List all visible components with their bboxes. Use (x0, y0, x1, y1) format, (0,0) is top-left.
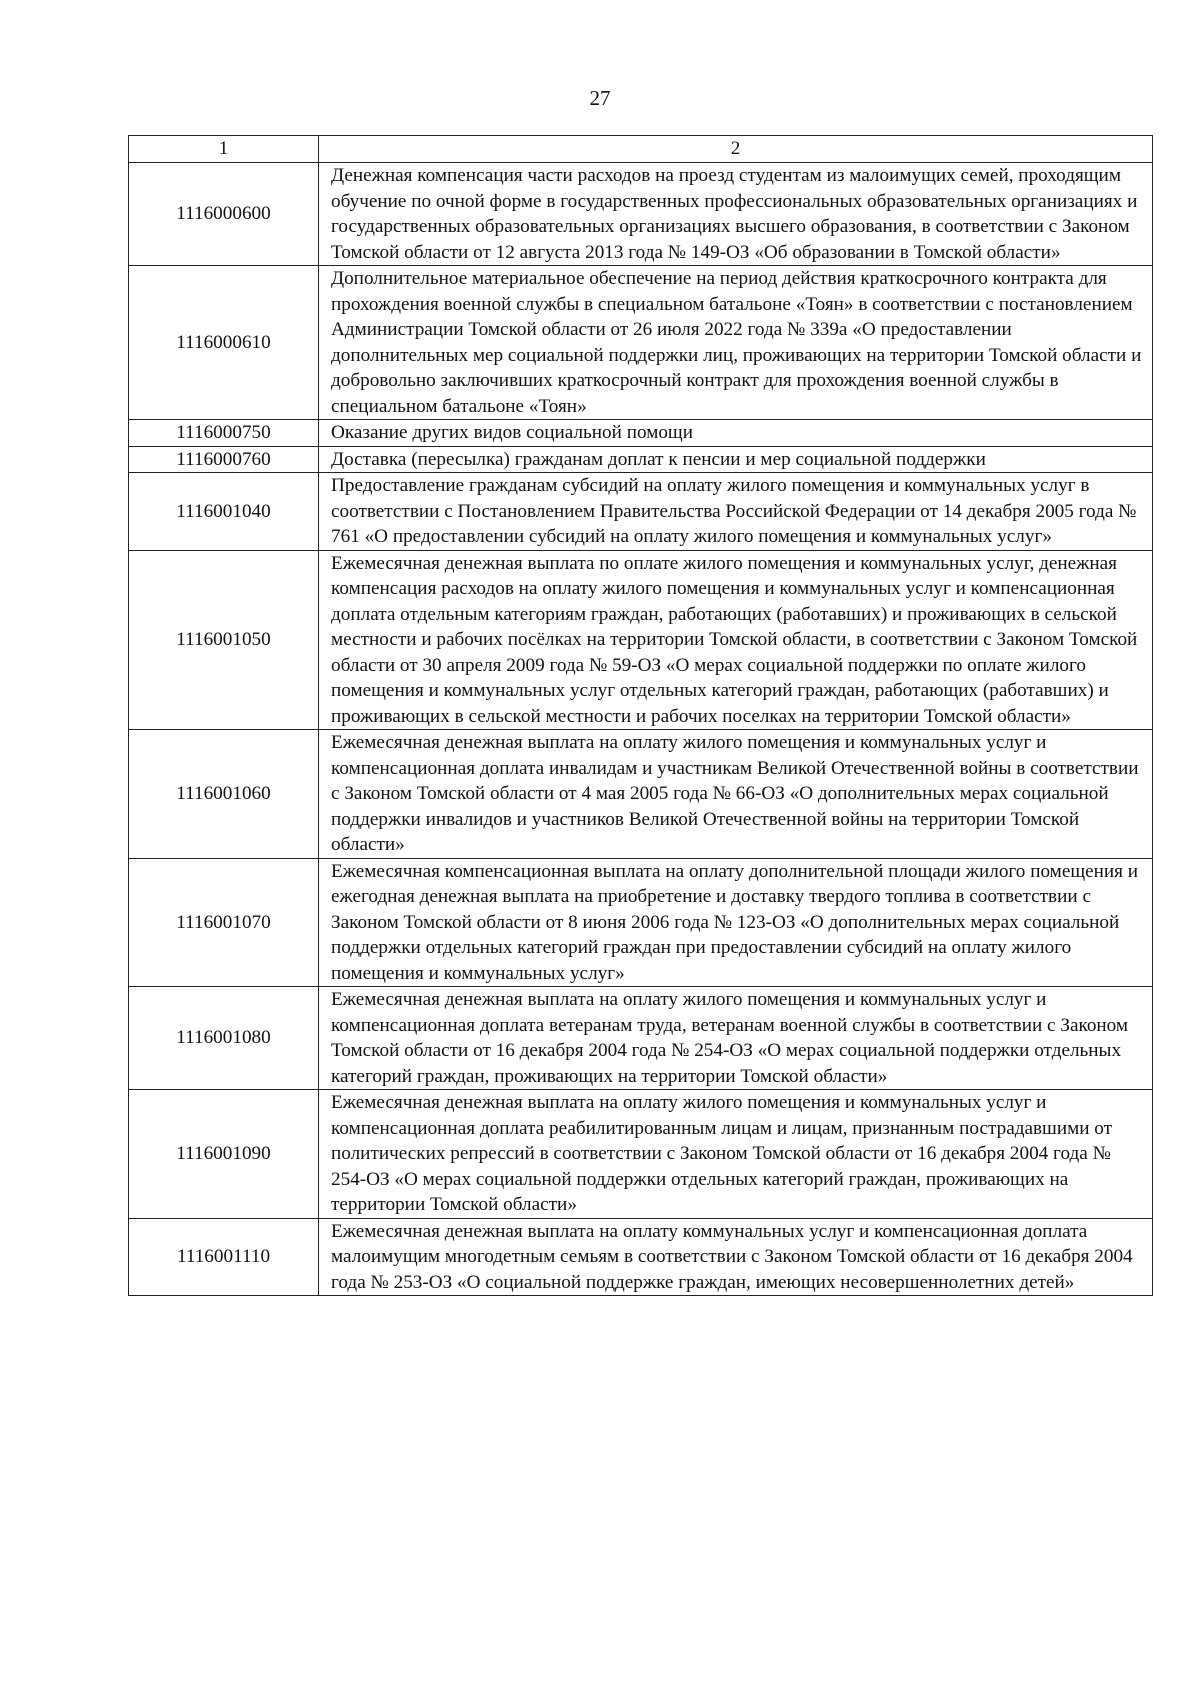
table-row (129, 858, 1153, 987)
table-row (129, 1218, 1153, 1296)
codes-table (128, 135, 1153, 1296)
row-code: 1116000760 (129, 446, 319, 473)
row-code: 1116001060 (129, 730, 319, 859)
row-description: Ежемесячная денежная выплата на оплату жилого помещения и коммунальных услуг и компенсационная доплата реабилитированным лицам и лицам, признанным пострадавшими от политических репрессий в соответствии с Законом Томской области от 16 декабря 2004 года № 254-ОЗ «О мерах социальной поддержки отдельных категорий граждан, проживающих на территории Томской области» (319, 1090, 1153, 1219)
row-description: Оказание других видов социальной помощи (319, 420, 1153, 447)
row-description: Денежная компенсация части расходов на проезд студентам из малоимущих семей, проходящим обучение по очной форме в государственных профессиональных образовательных организациях и государственных образовательных организациях высшего образования, в соответствии с Законом Томской области от 12 августа 2013 года № 149-ОЗ «Об образовании в Томской области» (319, 163, 1153, 266)
page-number: 27 (589, 86, 611, 110)
row-description: Дополнительное материальное обеспечение на период действия краткосрочного контракта для прохождения военной службы в специальном батальоне «Тоян» в соответствии с постановлением Администрации Томской области от 26 июля 2022 года № 339а «О предоставлении дополнительных мер социальной поддержки лиц, проживающих на территории Томской области и добровольно заключивших краткосрочный контракт для прохождения военной службы в специальном батальоне «Тоян» (319, 266, 1153, 420)
row-description: Предоставление гражданам субсидий на оплату жилого помещения и коммунальных услуг в соответствии с Постановлением Правительства Российской Федерации от 14 декабря 2005 года № 761 «О предоставлении субсидий на оплату жилого помещения и коммунальных услуг» (319, 473, 1153, 551)
column-header-description: 2 (319, 136, 1153, 163)
row-code: 1116001050 (129, 550, 319, 730)
table-row (129, 163, 1153, 266)
row-description: Ежемесячная денежная выплата на оплату жилого помещения и коммунальных услуг и компенсационная доплата ветеранам труда, ветеранам военной службы в соответствии с Законом Томской области от 16 декабря 2004 года № 254-ОЗ «О мерах социальной поддержки отдельных категорий граждан, проживающих на территории Томской области» (319, 987, 1153, 1090)
table-row (129, 550, 1153, 730)
table-row (129, 987, 1153, 1090)
row-description: Ежемесячная денежная выплата на оплату жилого помещения и коммунальных услуг и компенсационная доплата инвалидам и участникам Великой Отечественной войны в соответствии с Законом Томской области от 4 мая 2005 года № 66-ОЗ «О дополнительных мерах социальной поддержки инвалидов и участников Великой Отечественной войны на территории Томской области» (319, 730, 1153, 859)
column-header-code: 1 (129, 136, 319, 163)
row-description: Ежемесячная компенсационная выплата на оплату дополнительной площади жилого помещения и ежегодная денежная выплата на приобретение и доставку твердого топлива в соответствии с Законом Томской области от 8 июня 2006 года № 123-ОЗ «О дополнительных мерах социальной поддержки отдельных категорий граждан при предоставлении субсидий на оплату жилого помещения и коммунальных услуг» (319, 858, 1153, 987)
row-code: 1116001070 (129, 858, 319, 987)
row-description: Ежемесячная денежная выплата на оплату коммунальных услуг и компенсационная доплата малоимущим многодетным семьям в соответствии с Законом Томской области от 16 декабря 2004 года № 253-ОЗ «О социальной поддержке граждан, имеющих несовершеннолетних детей» (319, 1218, 1153, 1296)
row-description: Доставка (пересылка) гражданам доплат к пенсии и мер социальной поддержки (319, 446, 1153, 473)
table-row (129, 420, 1153, 447)
row-description: Ежемесячная денежная выплата по оплате жилого помещения и коммунальных услуг, денежная компенсация расходов на оплату жилого помещения и коммунальных услуг и компенсационная доплата отдельным категориям граждан, работающих (работавших) и проживающих в сельской местности и рабочих посёлках на территории Томской области, в соответствии с Законом Томской области от 30 апреля 2009 года № 59-ОЗ «О мерах социальной поддержки по оплате жилого помещения и коммунальных услуг отдельных категорий граждан, работающих (работавших) и проживающих в сельской местности и рабочих поселках на территории Томской области» (319, 550, 1153, 730)
table-row (129, 730, 1153, 859)
row-code: 1116001040 (129, 473, 319, 551)
row-code: 1116000600 (129, 163, 319, 266)
table-row (129, 446, 1153, 473)
row-code: 1116001090 (129, 1090, 319, 1219)
row-code: 1116000610 (129, 266, 319, 420)
row-code: 1116001110 (129, 1218, 319, 1296)
table-header-row (129, 136, 1153, 163)
table-row (129, 266, 1153, 420)
row-code: 1116000750 (129, 420, 319, 447)
row-code: 1116001080 (129, 987, 319, 1090)
table-row (129, 473, 1153, 551)
table-row (129, 1090, 1153, 1219)
